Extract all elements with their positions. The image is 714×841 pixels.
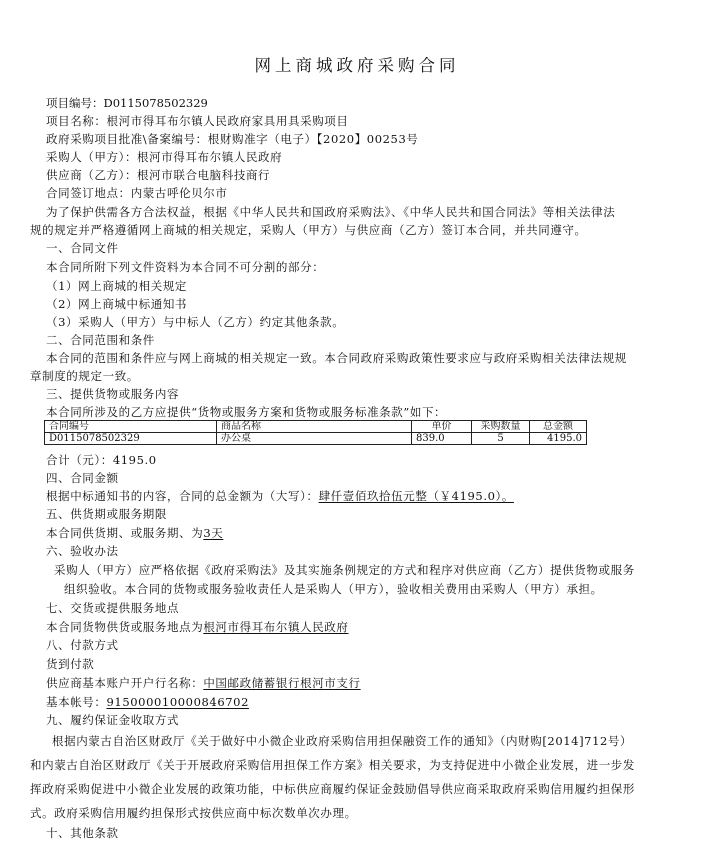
section-9-line-2: 和内蒙古自治区财政厅《关于开展政府采购信用担保工作方案》相关要求，为支持促进中小微企业发展，进一步发 <box>30 758 635 772</box>
account-number: 915000010000846702 <box>106 695 249 709</box>
section-6-line-2: 组织验收。本合同的货物或服务验收责任人是采购人（甲方），验收相关费用由采购人（甲方）承担。 <box>64 582 603 596</box>
section-1-text: 本合同所附下列文件资料为本合同不可分割的部分： <box>46 260 325 274</box>
section-5-heading: 五、供货期或服务期限 <box>46 507 167 521</box>
section-1-item: （2）网上商城中标通知书 <box>46 297 188 311</box>
section-4-prefix: 根据中标通知书的内容，合同的总金额为（大写）： <box>46 489 319 503</box>
table-cell: 839.0 <box>412 433 472 445</box>
table-cell: D0115078502329 <box>45 433 217 445</box>
table-header-cell: 合同编号 <box>45 421 217 433</box>
intro-line-1: 为了保护供需各方合法权益，根据《中华人民共和国政府采购法》、《中华人民共和国合同法》等相关法律法 <box>46 205 616 219</box>
intro-line-2: 规的规定并严格遵循网上商城的相关规定，采购人（甲方）与供应商（乙方）签订本合同，并共同遵守。 <box>30 223 587 237</box>
section-4-heading: 四、合同金额 <box>46 471 119 485</box>
section-1-item: （1）网上商城的相关规定 <box>46 279 188 293</box>
section-3-heading: 三、提供货物或服务内容 <box>46 387 180 401</box>
section-5-line <box>46 525 223 541</box>
bank-prefix: 供应商基本账户开户行名称： <box>46 676 204 690</box>
buyer-line: 采购人（甲方）：根河市得耳布尔镇人民政府 <box>46 150 283 164</box>
payment-method: 货到付款 <box>46 657 95 671</box>
table-header-row <box>45 421 587 433</box>
section-9-line-3: 挥政府采购促进中小微企业发展的政策功能，中标供应商履约保证金鼓励倡导供应商采取政府采购信用履约担保形 <box>30 782 635 796</box>
signing-place: 合同签订地点：内蒙古呼伦贝尔市 <box>46 186 228 200</box>
contract-title: 网上商城政府采购合同 <box>254 56 460 75</box>
account-line <box>46 694 249 710</box>
table-cell: 5 <box>472 433 530 445</box>
bank-line <box>46 675 361 691</box>
section-1-item: （3）采购人（甲方）与中标人（乙方）约定其他条款。 <box>46 315 345 329</box>
section-5-prefix: 本合同供货期、或服务期、为 <box>46 526 204 540</box>
section-8-heading: 八、付款方式 <box>46 638 119 652</box>
delivery-place: 根河市得耳布尔镇人民政府 <box>203 620 349 634</box>
supplier-line: 供应商（乙方）：根河市联合电脑科技商行 <box>46 168 271 182</box>
goods-table <box>44 420 587 445</box>
table-cell: 4195.0 <box>530 433 587 445</box>
table-header-cell: 单价 <box>412 421 472 433</box>
table-header-cell: 总金额 <box>530 421 587 433</box>
project-number: 项目编号：D0115078502329 <box>46 96 208 110</box>
section-6-heading: 六、验收办法 <box>46 544 119 558</box>
section-9-line-4: 式。政府采购信用履约担保形式按供应商中标次数单次办理。 <box>30 806 357 820</box>
section-2-line-1: 本合同的范围和条件应与网上商城的相关规定一致。本合同政府采购政策性要求应与政府采购相关法律法规规 <box>46 351 627 365</box>
section-9-line-1: 根据内蒙古自治区财政厅《关于做好中小微企业政府采购信用担保融资工作的通知》（内财购[2014]712号） <box>52 734 633 748</box>
bank-name: 中国邮政储蓄银行根河市支行 <box>203 676 361 690</box>
total-amount: 合计（元）：4195.0 <box>46 453 157 467</box>
section-3-text: 本合同所涉及的乙方应提供“货物或服务方案和货物或服务标准条款”如下： <box>46 405 447 419</box>
section-7-line <box>46 619 349 635</box>
table-header-cell: 采购数量 <box>472 421 530 433</box>
section-9-heading: 九、履约保证金收取方式 <box>46 713 180 727</box>
section-7-heading: 七、交货或提供服务地点 <box>46 601 180 615</box>
table-header-cell: 商品名称 <box>217 421 412 433</box>
table-cell: 办公桌 <box>217 433 412 445</box>
delivery-period: 3天 <box>203 526 224 540</box>
section-4-line <box>46 488 514 504</box>
section-1-heading: 一、合同文件 <box>46 241 119 255</box>
project-name: 项目名称：根河市得耳布尔镇人民政府家具用具采购项目 <box>46 114 349 128</box>
account-prefix: 基本帐号： <box>46 695 107 709</box>
section-7-prefix: 本合同货物供货或服务地点为 <box>46 620 204 634</box>
contract-amount: 肆仟壹佰玖拾伍元整（￥4195.0）。 <box>318 489 514 503</box>
section-6-line-1: 采购人（甲方）应严格依据《政府采购法》及其实施条例规定的方式和程序对供应商（乙方）提供货物或服务 <box>54 563 635 577</box>
section-2-heading: 二、合同范围和条件 <box>46 333 155 347</box>
section-10-heading: 十、其他条款 <box>46 826 119 840</box>
approval-number: 政府采购项目批准\备案编号：根财购准字（电子）【2020】00253号 <box>46 132 419 146</box>
section-2-line-2: 章制度的规定一致。 <box>30 369 139 383</box>
table-row <box>45 433 587 445</box>
